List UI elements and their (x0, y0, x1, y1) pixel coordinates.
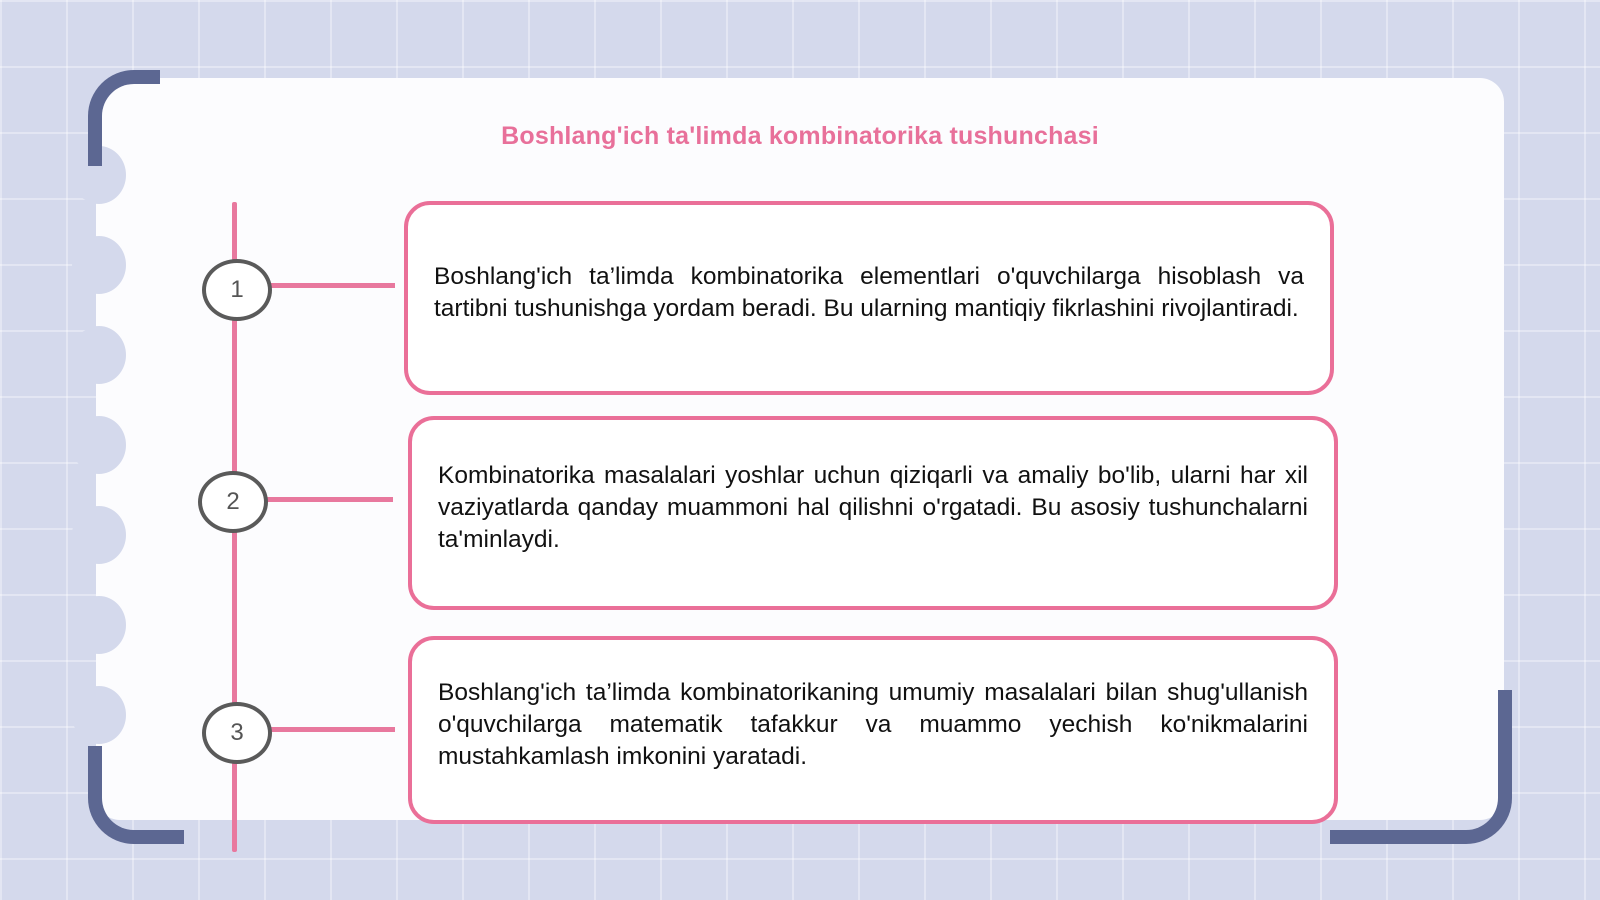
scallop-decoration (72, 416, 126, 474)
scallop-decoration (72, 236, 126, 294)
step-number-2: 2 (198, 471, 268, 533)
corner-bracket-bottom-left (88, 746, 184, 844)
scallop-decoration (72, 686, 126, 744)
step-card-1 (404, 201, 1334, 395)
corner-bracket-bottom-right (1330, 690, 1512, 844)
connector-line-2 (262, 497, 393, 502)
scallop-decoration (72, 506, 126, 564)
slide-title: Boshlang'ich ta'limda kombinatorika tushunchasi (501, 122, 1099, 150)
step-number-3: 3 (202, 702, 272, 764)
step-card-text: Boshlang'ich ta’limda kombinatorika elementlari o'quvchilarga hisoblash va tartibni tushunishga yordam beradi. Bu ularning mantiqiy fikrlashini rivojlantiradi. (434, 263, 1304, 322)
connector-line-3 (264, 727, 395, 732)
step-card-text: Kombinatorika masalalari yoshlar uchun qiziqarli va amaliy bo'lib, ularni har xil vaziyatlarda qanday muammoni hal qilishni o'rgatadi. Bu asosiy tushunchalarni ta'minlaydi. (438, 462, 1308, 553)
scallop-decoration (72, 326, 126, 384)
step-number-1: 1 (202, 259, 272, 321)
step-card-2 (408, 416, 1338, 610)
connector-line-1 (264, 283, 395, 288)
step-card-text: Boshlang'ich ta’limda kombinatorikaning umumiy masalalari bilan shug'ullanish o'quvchilarga matematik tafakkur va muammo yechish ko'nikmalarini mustahkamlash imkonini yaratadi. (438, 679, 1308, 770)
scallop-decoration (72, 596, 126, 654)
corner-bracket-top-left (88, 70, 160, 166)
step-card-3 (408, 636, 1338, 824)
